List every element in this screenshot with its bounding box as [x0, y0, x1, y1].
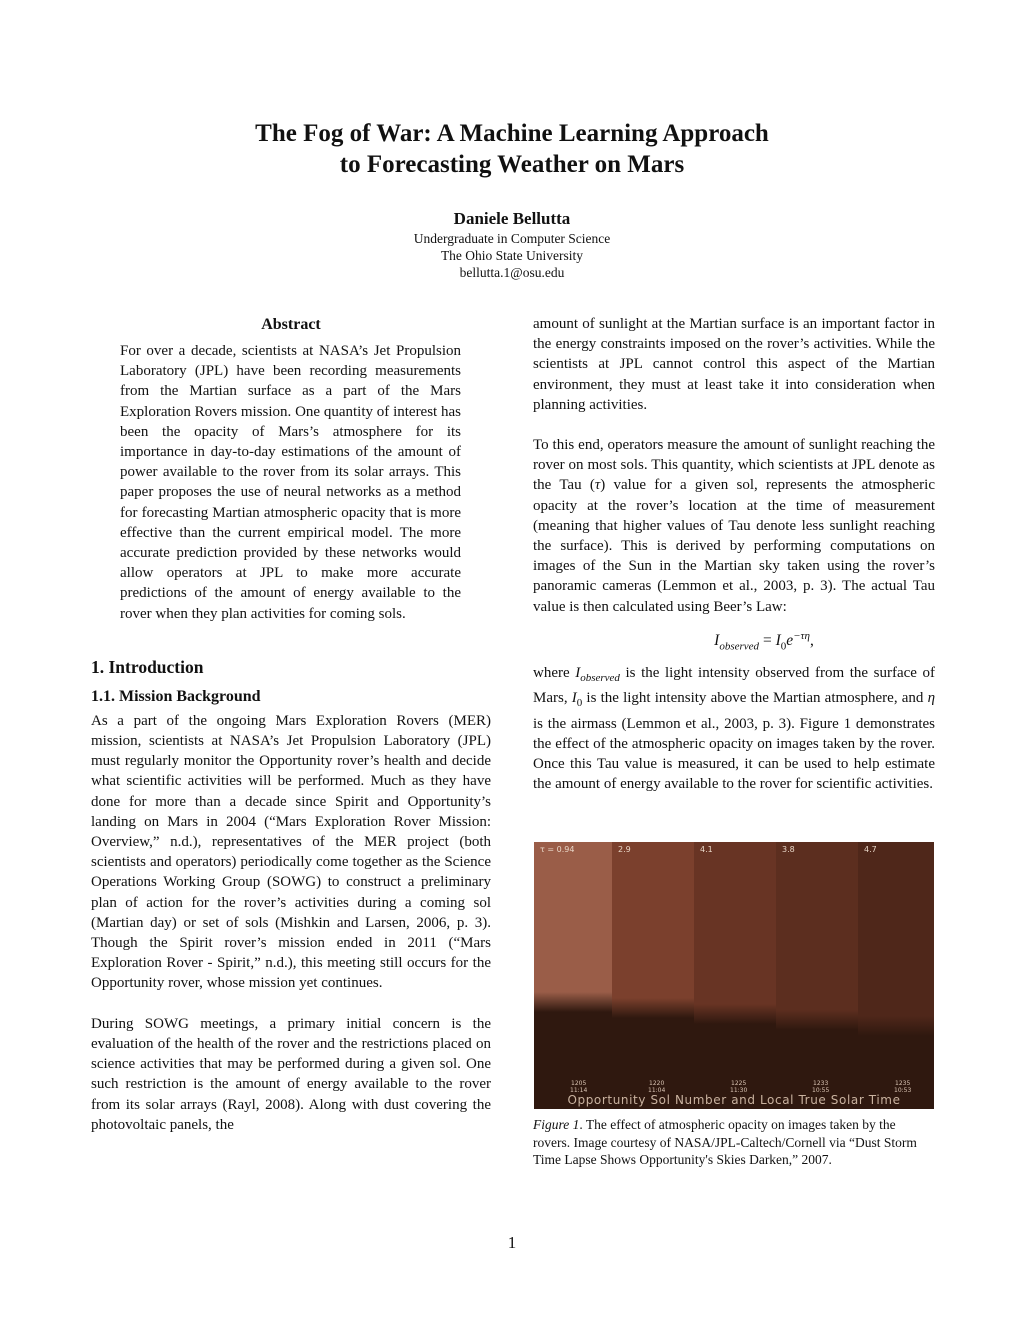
panel-solar-time: 10:55	[812, 1087, 830, 1094]
figure-panel	[776, 842, 859, 1109]
panel-sol-label	[570, 1080, 587, 1094]
author-email: bellutta.1@osu.edu	[459, 265, 565, 280]
panel-solar-time: 10:53	[894, 1087, 912, 1094]
eq-exponent: −τη	[793, 629, 810, 642]
right-paragraph-3-where: where	[533, 665, 576, 682]
i-zero-base: I	[571, 690, 577, 707]
tau-symbol: τ	[594, 477, 601, 494]
panel-sol-label	[730, 1080, 747, 1094]
eq-lhs: I	[714, 632, 720, 649]
eq-rhs: I	[775, 632, 781, 649]
i-zero-symbol	[571, 690, 583, 710]
i-zero-sub: 0	[576, 697, 583, 710]
panel-solar-time: 11:30	[730, 1087, 748, 1094]
intro-paragraph-2: During SOWG meetings, a primary initial concern is the evaluation of the health of the rover and the restrictions placed on science activities that may be performed during a given sol. One such restriction is the amount of energy available to the rover from its solar arrays (Rayl, 2008). Along with dust covering the photovoltaic panels, the	[91, 1015, 491, 1133]
eta-symbol: η	[927, 690, 936, 707]
panel-sol-number: 1220	[649, 1080, 665, 1087]
panel-sol-number: 1205	[571, 1080, 587, 1087]
i-observed-symbol	[575, 665, 620, 685]
panel-sol-label	[648, 1080, 665, 1094]
right-paragraph-2-part-b: ) value for a given sol, represents the atmospheric opacity at the rover’s location at the time of measurement (meaning that higher values of Tau denote less sunlight reaching the surface). This is derived by performing computations on images of the Sun in the Martian sky taken using the rover’s panoramic cameras (Lemmon et al., 2003, p. 3). The actual Tau value is then calculated using Beer’s Law:	[533, 477, 935, 615]
eq-lhs-sub: observed	[719, 640, 760, 653]
figure-1-image	[534, 842, 934, 1109]
eq-e: e	[786, 632, 794, 649]
i-observed-sub: observed	[580, 672, 620, 685]
author-block	[90, 208, 934, 281]
author-affiliation-1: Undergraduate in Computer Science	[413, 231, 611, 246]
panel-tau-label: 4.7	[864, 845, 877, 854]
abstract-text: For over a decade, scientists at NASA’s Jet Propulsion Laboratory (JPL) have been recording measurements from the Martian surface as a part of the Mars Exploration Rovers mission. One quantity of interest has been the opacity of Mars’s atmosphere for its importance in day-to-day estimations of the amount of power available to the rover from its solar arrays. This paper proposes the use of neural networks as a method for forecasting Martian atmospheric opacity that is more effective than the current empirical model. The more accurate prediction provided by these networks would allow operators at JPL to make more accurate predictions of the amount of energy available to the rover when they plan activities for coming sols.	[120, 343, 461, 622]
figure-panel	[612, 842, 695, 1109]
page-number: 1	[507, 1233, 517, 1252]
figure-banner: Opportunity Sol Number and Local True Solar Time	[567, 1093, 901, 1107]
right-paragraph-3	[533, 663, 935, 794]
section-heading-introduction: 1. Introduction	[91, 656, 204, 677]
right-paragraph-2	[533, 435, 935, 617]
figure-caption-label: Figure 1	[533, 1117, 580, 1132]
panel-tau-label: 2.9	[618, 845, 631, 854]
panel-tau-label: 4.1	[700, 845, 713, 854]
author-name: Daniele Bellutta	[453, 209, 571, 228]
panel-tau-label: τ = 0.94	[540, 845, 575, 854]
panel-sol-number: 1233	[813, 1080, 829, 1087]
figure-caption-text: . The effect of atmospheric opacity on images taken by the rovers. Image courtesy of NASA/JPL-Caltech/Cornell via “Dust Storm Time Lapse Shows Opportunity's Skies Darken,” 2007.	[533, 1117, 917, 1167]
panel-sol-label	[812, 1080, 829, 1094]
title-line-1: The Fog of War: A Machine Learning Approach	[255, 120, 769, 147]
eq-equals: =	[759, 632, 776, 649]
figure-panel	[694, 842, 777, 1109]
panel-solar-time: 11:04	[648, 1087, 666, 1094]
figure-1-caption	[533, 1116, 933, 1169]
panel-sol-number: 1225	[731, 1080, 747, 1087]
abstract-heading: Abstract	[261, 316, 321, 333]
paper-title	[90, 118, 934, 180]
intro-paragraph-1: As a part of the ongoing Mars Exploration Rovers (MER) mission, scientists at NASA’s Jet Propulsion Laboratory (JPL) must regularly monitor the Opportunity rover’s health and decide what scientific activities will be performed. Much as they have done for more than a decade since Spirit and Opportunity’s landing on Mars in 2004 (“Mars Exploration Rover Mission: Overview,” n.d.), representatives of the MER project (both scientists and operators) periodically come together as the Science Operations Working Group (SOWG) to construct a preliminary plan of action for the rover’s activities during a coming sol (Martian day) or set of sols (Mishkin and Larsen, 2006, p. 3). Though the Spirit rover’s mission ended in 2011 (“Mars Exploration Rover - Spirit,” n.d.), this meeting still occurs for the Opportunity rover, whose mission yet continues.	[91, 712, 491, 992]
panel-solar-time: 11:14	[570, 1087, 588, 1094]
panel-sol-number: 1235	[895, 1080, 911, 1087]
figure-panel	[534, 842, 613, 1109]
author-affiliation-2: The Ohio State University	[440, 248, 584, 263]
panel-tau-label: 3.8	[782, 845, 795, 854]
subsection-heading-mission-background: 1.1. Mission Background	[91, 687, 261, 705]
title-line-2: to Forecasting Weather on Mars	[339, 151, 685, 178]
right-paragraph-3-part-a: is the light intensity observed from the surface of Mars,	[533, 665, 935, 707]
left-column	[91, 314, 491, 1135]
eq-rhs-sub: 0	[780, 640, 787, 653]
beers-law-equation	[593, 625, 935, 657]
right-column	[533, 314, 935, 794]
i-observed-base: I	[575, 665, 581, 682]
figure-panel	[858, 842, 934, 1109]
right-paragraph-2-part-a: To this end, operators measure the amount of sunlight reaching the rover on most sols. This quantity, which scientists at JPL denote as the Tau (	[533, 437, 935, 494]
right-paragraph-3-part-c: is the airmass (Lemmon et al., 2003, p. 3). Figure 1 demonstrates the effect of the atmospheric opacity on images taken by the rover. Once this Tau value is measured, it can be used to help estimate the amount of energy available to the rover for scientific activities.	[533, 715, 935, 793]
eq-comma: ,	[809, 632, 814, 649]
right-paragraph-1: amount of sunlight at the Martian surface is an important factor in the energy constraints imposed on the rover’s activities. While the scientists at JPL cannot control this aspect of the Martian environment, they must at least take it into consideration when planning activities.	[533, 316, 935, 413]
panel-sol-label	[894, 1080, 911, 1094]
right-paragraph-3-part-b: is the light intensity above the Martian atmosphere, and	[582, 690, 928, 707]
